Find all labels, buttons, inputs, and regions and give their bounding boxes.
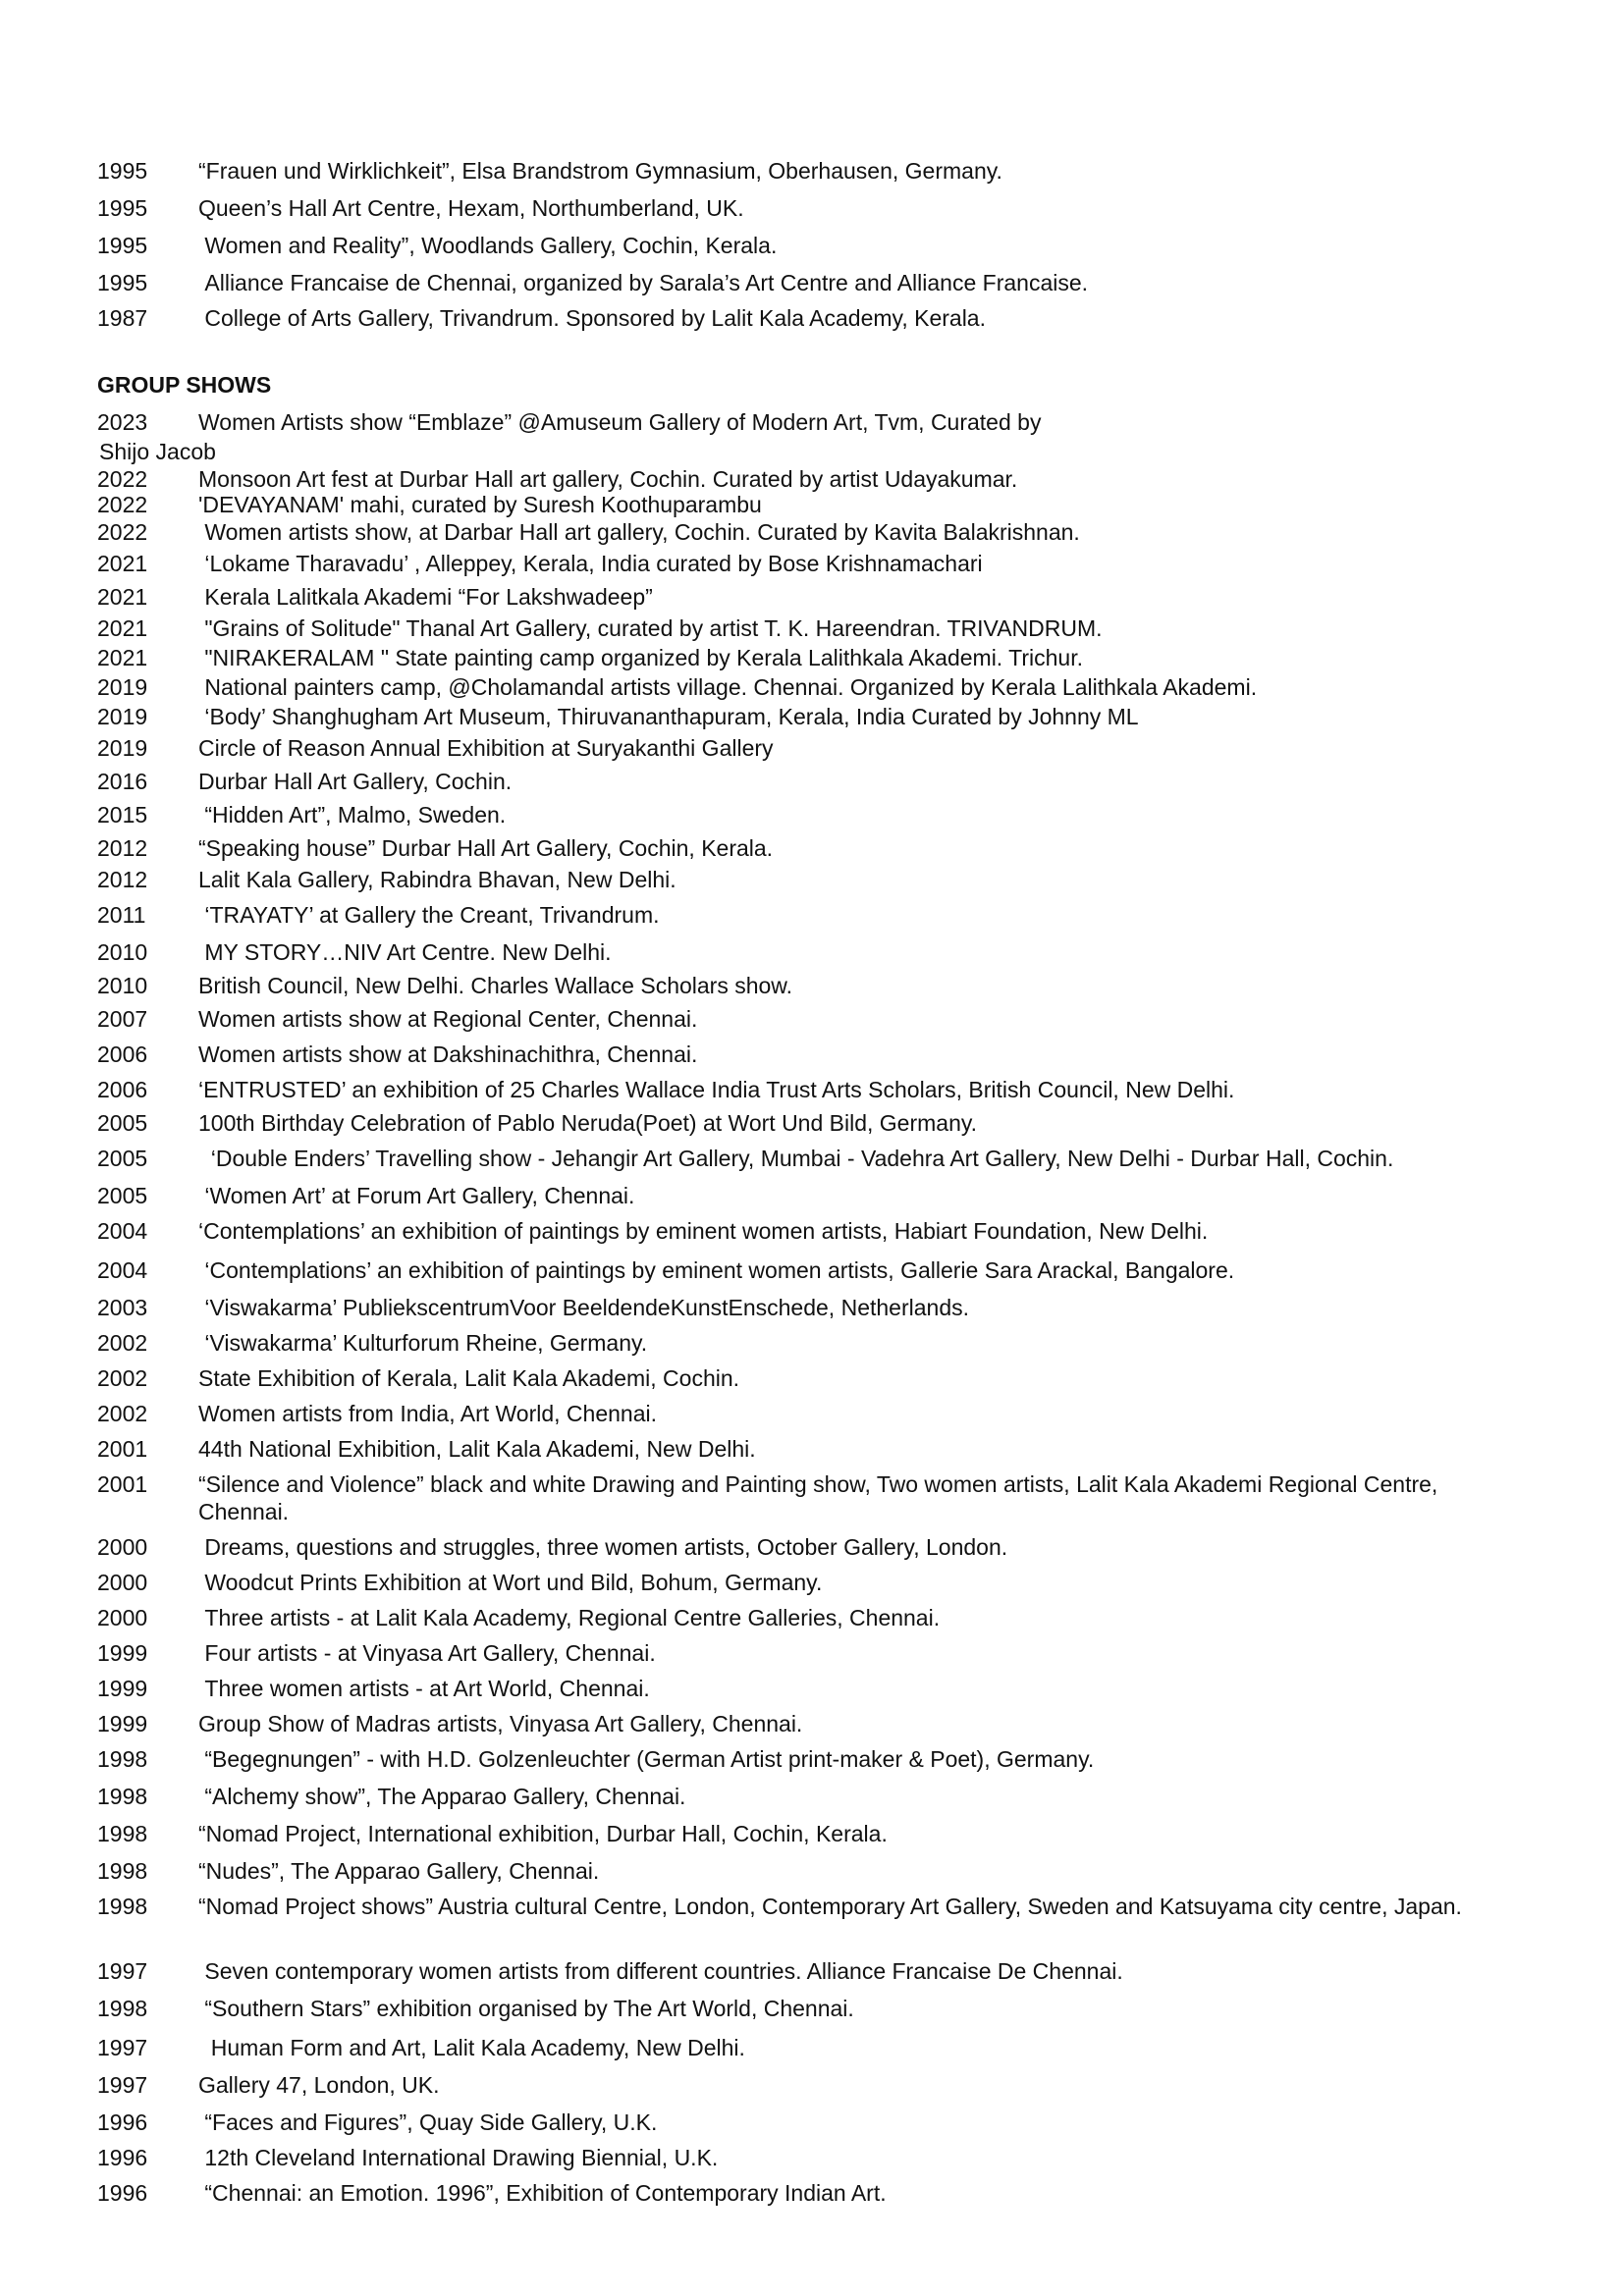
entry-continuation: Shijo Jacob <box>99 439 216 464</box>
entry-text: Monsoon Art fest at Durbar Hall art gallery, Cochin. Curated by artist Udayakumar. <box>198 466 1018 492</box>
entry-text: 100th Birthday Celebration of Pablo Neruda(Poet) at Wort Und Bild, Germany. <box>198 1110 978 1136</box>
group-first-entry <box>97 408 1531 465</box>
entry-year: 1995 <box>97 233 148 258</box>
list-item <box>97 550 1531 583</box>
list-item <box>97 614 1531 644</box>
list-item <box>97 583 1531 614</box>
entry-text: Three artists - at Lalit Kala Academy, Regional Centre Galleries, Chennai. <box>198 1605 941 1630</box>
entry-year: 1998 <box>97 1858 148 1884</box>
entry-text: “Faces and Figures”, Quay Side Gallery, U.K. <box>198 2109 658 2135</box>
list-item <box>97 304 1531 338</box>
list-item <box>97 901 1531 938</box>
entry-text: Lalit Kala Gallery, Rabindra Bhavan, New Delhi. <box>198 867 676 892</box>
list-item <box>97 157 1531 194</box>
entry-year: 2006 <box>97 1041 148 1067</box>
entry-text: State Exhibition of Kerala, Lalit Kala Akademi, Cochin. <box>198 1365 740 1391</box>
list-item <box>97 1364 1531 1400</box>
entry-year: 1999 <box>97 1711 148 1736</box>
list-item <box>97 703 1531 734</box>
list-item <box>97 194 1531 232</box>
entry-text: College of Arts Gallery, Trivandrum. Sponsored by Lalit Kala Academy, Kerala. <box>198 305 986 331</box>
entry-text: “Hidden Art”, Malmo, Sweden. <box>198 802 507 828</box>
list-item <box>97 465 1531 491</box>
list-item <box>97 972 1531 1005</box>
entry-year: 1996 <box>97 2109 148 2135</box>
list-item <box>97 1435 1531 1470</box>
entry-year: 1995 <box>97 270 148 295</box>
list-item <box>97 1470 1531 1533</box>
list-item <box>97 734 1531 768</box>
entry-text: National painters camp, @Cholamandal artists village. Chennai. Organized by Kerala Lalithkala Akademi. <box>198 674 1258 700</box>
list-item <box>97 644 1531 673</box>
list-item <box>97 269 1531 304</box>
entry-year: 1997 <box>97 1958 148 1984</box>
entry-text: British Council, New Delhi. Charles Wallace Scholars show. <box>198 973 793 998</box>
list-item <box>97 1400 1531 1435</box>
entry-year: 1987 <box>97 305 148 331</box>
list-item <box>97 1329 1531 1364</box>
entry-text: Women artists from India, Art World, Chennai. <box>198 1401 657 1426</box>
list-item <box>97 2179 1531 2215</box>
entry-year: 2019 <box>97 704 148 729</box>
list-item <box>97 1109 1531 1145</box>
entry-text: Gallery 47, London, UK. <box>198 2072 440 2098</box>
entry-text: Seven contemporary women artists from different countries. Alliance Francaise De Chennai. <box>198 1958 1123 1984</box>
entry-text: Four artists - at Vinyasa Art Gallery, Chennai. <box>198 1640 656 1666</box>
entry-year: 1998 <box>97 1784 148 1809</box>
entry-year: 2001 <box>97 1471 148 1497</box>
list-item <box>97 1533 1531 1569</box>
entry-year: 2000 <box>97 1605 148 1630</box>
entry-year: 2000 <box>97 1534 148 1560</box>
list-item <box>97 1957 1531 1995</box>
entry-year: 1999 <box>97 1640 148 1666</box>
entry-year: 2002 <box>97 1401 148 1426</box>
list-item <box>97 1145 1531 1182</box>
entry-year: 2012 <box>97 835 148 861</box>
solo-shows-list <box>97 157 1531 338</box>
entry-text: ‘Body’ Shanghugham Art Museum, Thiruvananthapuram, Kerala, India Curated by Johnny ML <box>198 704 1139 729</box>
entry-text: Group Show of Madras artists, Vinyasa Art Gallery, Chennai. <box>198 1711 803 1736</box>
list-item <box>97 866 1531 901</box>
entry-year: 2004 <box>97 1257 148 1283</box>
entry-text: Women artists show, at Darbar Hall art gallery, Cochin. Curated by Kavita Balakrishnan. <box>198 519 1080 545</box>
entry-year: 2000 <box>97 1570 148 1595</box>
entry-year: 1998 <box>97 1996 148 2021</box>
entry-text: “Chennai: an Emotion. 1996”, Exhibition of Contemporary Indian Art. <box>198 2180 887 2206</box>
entry-year: 2007 <box>97 1006 148 1032</box>
entry-year: 2023 <box>97 409 148 435</box>
list-item <box>97 1745 1531 1783</box>
entry-year: 2012 <box>97 867 148 892</box>
entry-year: 2019 <box>97 735 148 761</box>
list-item <box>97 1076 1531 1109</box>
list-item <box>97 1995 1531 2034</box>
entry-year: 2021 <box>97 551 148 576</box>
entry-year: 1996 <box>97 2180 148 2206</box>
entry-text: “Nudes”, The Apparao Gallery, Chennai. <box>198 1858 600 1884</box>
entry-year: 1997 <box>97 2035 148 2060</box>
entry-text: “Begegnungen” - with H.D. Golzenleuchter (German Artist print-maker & Poet), Germany. <box>198 1746 1095 1772</box>
list-item <box>97 1710 1531 1745</box>
entry-text: “Southern Stars” exhibition organised by The Art World, Chennai. <box>198 1996 854 2021</box>
entry-year: 2022 <box>97 492 148 517</box>
entry-text: Human Form and Art, Lalit Kala Academy, New Delhi. <box>198 2035 745 2060</box>
list-item <box>97 673 1531 703</box>
entry-text: 44th National Exhibition, Lalit Kala Akademi, New Delhi. <box>198 1436 756 1462</box>
list-item <box>97 834 1531 866</box>
entry-year: 2016 <box>97 769 148 794</box>
entry-year: 2011 <box>97 902 146 928</box>
entry-year: 2006 <box>97 1077 148 1102</box>
entry-text: ‘Contemplations’ an exhibition of paintings by eminent women artists, Gallerie Sara Arackal, Bangalore. <box>198 1257 1235 1283</box>
list-item <box>97 1857 1531 1893</box>
list-item <box>97 1893 1531 1957</box>
list-item <box>97 1820 1531 1857</box>
entry-text: Queen’s Hall Art Centre, Hexam, Northumberland, UK. <box>198 195 744 221</box>
entry-text: Women artists show at Dakshinachithra, Chennai. <box>198 1041 698 1067</box>
entry-year: 2005 <box>97 1110 148 1136</box>
list-item <box>97 1182 1531 1217</box>
entry-text: “Frauen und Wirklichkeit”, Elsa Brandstrom Gymnasium, Oberhausen, Germany. <box>198 158 1002 184</box>
entry-year: 1996 <box>97 2145 148 2170</box>
entry-text: ‘TRAYATY’ at Gallery the Creant, Trivandrum. <box>198 902 660 928</box>
entry-text: “Nomad Project shows” Austria cultural Centre, London, Contemporary Art Gallery, Sweden and Katsuyama city centre, Japan. <box>198 1894 1462 1919</box>
entry-year: 1995 <box>97 195 148 221</box>
entry-text: Women Artists show “Emblaze” @Amuseum Gallery of Modern Art, Tvm, Curated by <box>198 409 1042 435</box>
list-item <box>97 2071 1531 2109</box>
list-item <box>97 232 1531 269</box>
list-item <box>97 938 1531 972</box>
entry-text: 'DEVAYANAM' mahi, curated by Suresh Koothuparambu <box>198 492 762 517</box>
list-item <box>97 1005 1531 1041</box>
entry-year: 2002 <box>97 1330 148 1356</box>
entry-year: 2010 <box>97 939 148 965</box>
list-item <box>97 1569 1531 1604</box>
entry-text: “Silence and Violence” black and white Drawing and Painting show, Two women artists, Lalit Kala Akademi Regional Centre, Chennai. <box>198 1471 1438 1524</box>
entry-text: Woodcut Prints Exhibition at Wort und Bild, Bohum, Germany. <box>198 1570 823 1595</box>
entry-year: 2015 <box>97 802 148 828</box>
entry-text: Circle of Reason Annual Exhibition at Suryakanthi Gallery <box>198 735 774 761</box>
list-item <box>97 2109 1531 2144</box>
entry-year: 2005 <box>97 1146 148 1171</box>
entry-year: 1999 <box>97 1676 148 1701</box>
entry-year: 2001 <box>97 1436 148 1462</box>
entry-text: “Nomad Project, International exhibition, Durbar Hall, Cochin, Kerala. <box>198 1821 888 1846</box>
list-item <box>97 801 1531 834</box>
entry-year: 1998 <box>97 1746 148 1772</box>
list-item <box>97 1675 1531 1710</box>
entry-text: “Speaking house” Durbar Hall Art Gallery, Cochin, Kerala. <box>198 835 774 861</box>
entry-year: 2019 <box>97 674 148 700</box>
entry-text: ‘Women Art’ at Forum Art Gallery, Chennai. <box>198 1183 635 1208</box>
entry-text: ‘Viswakarma’ Kulturforum Rheine, Germany. <box>198 1330 648 1356</box>
list-item <box>97 1294 1531 1329</box>
entry-text: “Alchemy show”, The Apparao Gallery, Chennai. <box>198 1784 686 1809</box>
entry-year: 2021 <box>97 615 148 641</box>
entry-year: 2003 <box>97 1295 148 1320</box>
entry-year: 1997 <box>97 2072 148 2098</box>
entry-text: ‘Viswakarma’ PubliekscentrumVoor BeeldendeKunstEnschede, Netherlands. <box>198 1295 969 1320</box>
list-item <box>97 1639 1531 1675</box>
entry-year: 2022 <box>97 466 148 492</box>
group-shows-list <box>97 465 1531 2215</box>
entry-year: 2002 <box>97 1365 148 1391</box>
entry-text: Durbar Hall Art Gallery, Cochin. <box>198 769 513 794</box>
list-item <box>97 768 1531 801</box>
list-item <box>97 1217 1531 1256</box>
list-item <box>97 518 1531 550</box>
list-item <box>97 1041 1531 1076</box>
entry-text: 12th Cleveland International Drawing Biennial, U.K. <box>198 2145 719 2170</box>
entry-year: 2005 <box>97 1183 148 1208</box>
entry-text: Dreams, questions and struggles, three women artists, October Gallery, London. <box>198 1534 1008 1560</box>
entry-text: Women and Reality”, Woodlands Gallery, Cochin, Kerala. <box>198 233 778 258</box>
entry-year: 2004 <box>97 1218 148 1244</box>
list-item <box>97 408 1531 438</box>
entry-text: "Grains of Solitude" Thanal Art Gallery, curated by artist T. K. Hareendran. TRIVANDRUM. <box>198 615 1103 641</box>
entry-text: Women artists show at Regional Center, Chennai. <box>198 1006 698 1032</box>
entry-text: ‘ENTRUSTED’ an exhibition of 25 Charles Wallace India Trust Arts Scholars, British Council, New Delhi. <box>198 1077 1235 1102</box>
list-item <box>97 2034 1531 2071</box>
entry-text: ‘Contemplations’ an exhibition of paintings by eminent women artists, Habiart Foundation, New Delhi. <box>198 1218 1209 1244</box>
list-item <box>97 1256 1531 1294</box>
entry-year: 2010 <box>97 973 148 998</box>
entry-year: 2021 <box>97 645 148 670</box>
entry-text: "NIRAKERALAM " State painting camp organized by Kerala Lalithkala Akademi. Trichur. <box>198 645 1083 670</box>
list-item <box>97 1604 1531 1639</box>
list-item <box>97 2144 1531 2179</box>
entry-year: 1998 <box>97 1894 148 1919</box>
entry-text: ‘Lokame Tharavadu’ , Alleppey, Kerala, India curated by Bose Krishnamachari <box>198 551 983 576</box>
entry-year: 1995 <box>97 158 148 184</box>
entry-text: MY STORY…NIV Art Centre. New Delhi. <box>198 939 612 965</box>
entry-text: ‘Double Enders’ Travelling show - Jehangir Art Gallery, Mumbai - Vadehra Art Gallery, New Delhi - Durbar Hall, Cochin. <box>198 1146 1394 1171</box>
entry-text: Kerala Lalitkala Akademi “For Lakshwadeep” <box>198 584 653 610</box>
entry-text: Three women artists - at Art World, Chennai. <box>198 1676 650 1701</box>
entry-year: 2021 <box>97 584 148 610</box>
list-item <box>97 491 1531 518</box>
list-item <box>97 1783 1531 1820</box>
entry-year: 1998 <box>97 1821 148 1846</box>
entry-text: Alliance Francaise de Chennai, organized by Sarala’s Art Centre and Alliance Francaise. <box>198 270 1089 295</box>
entry-year: 2022 <box>97 519 148 545</box>
group-shows-heading: GROUP SHOWS <box>97 372 272 398</box>
